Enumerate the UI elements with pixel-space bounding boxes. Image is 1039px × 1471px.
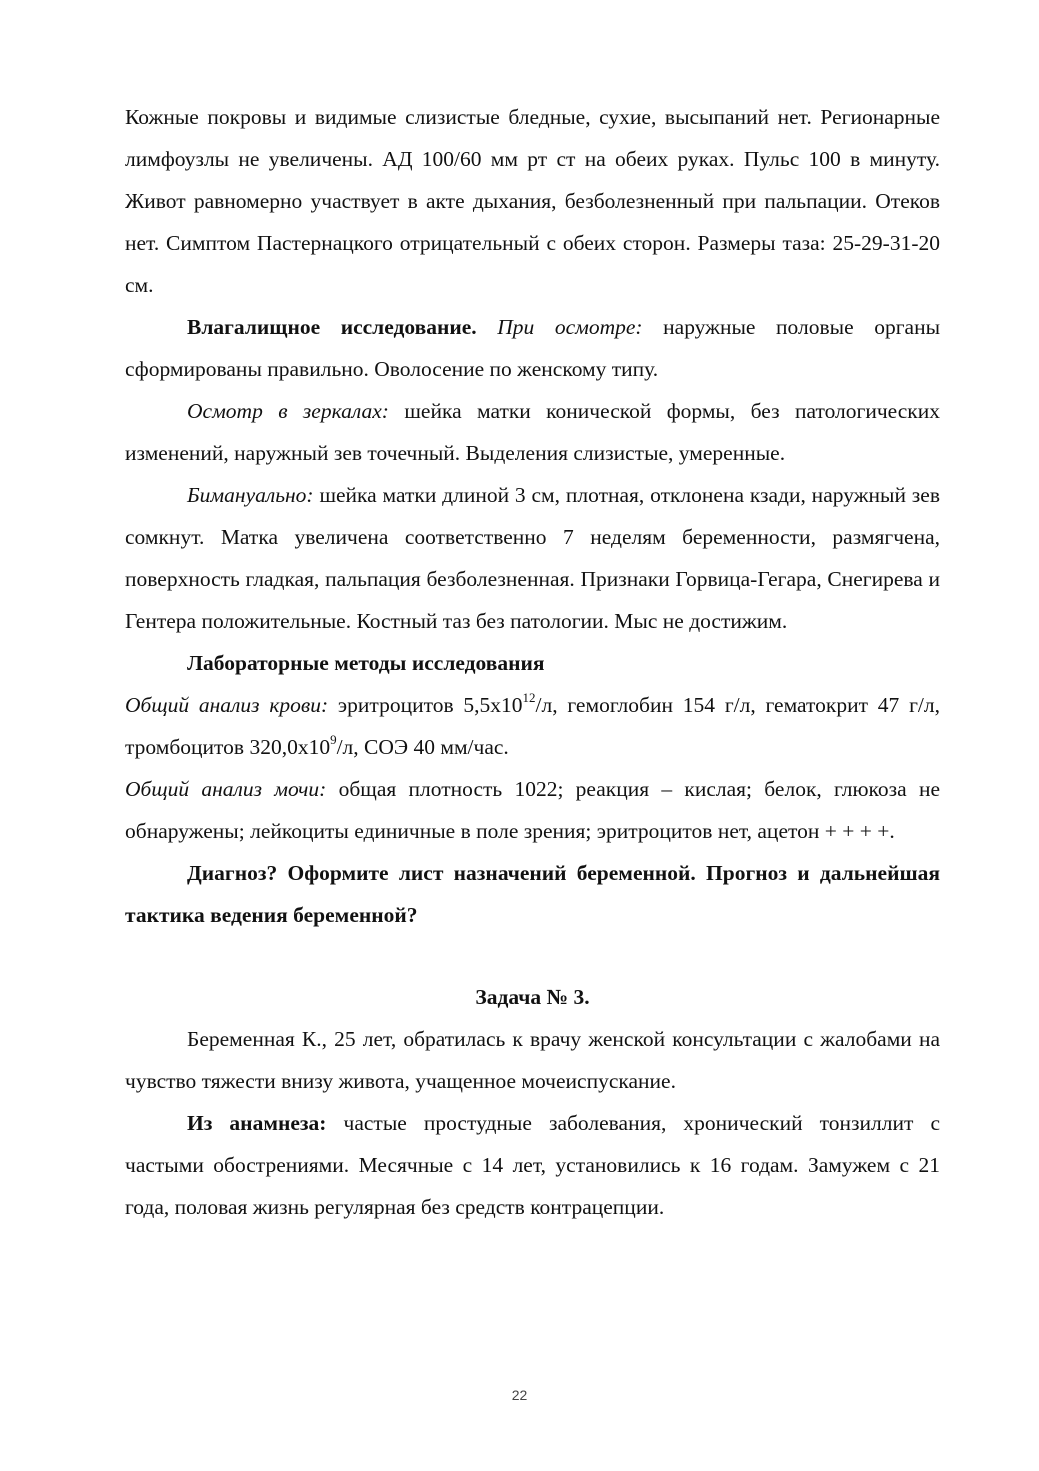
vaginal-exam-text: наружные половые органы сформированы правильно. Оволосение по женскому типу. [125, 315, 941, 381]
lab-methods-heading-text: Лабораторные методы исследования [187, 651, 545, 675]
urine-test-text: общая плотность 1022; реакция – кислая; белок, глюкоза не обнаружены; лейкоциты единичные в поле зрения; эритроцитов нет, ацетон + + + +. [125, 777, 940, 843]
question-text: Диагноз? Оформите лист назначений беременной. Прогноз и дальнейшая тактика ведения беременной? [125, 861, 940, 927]
task-intro-paragraph: Беременная К., 25 лет, обратилась к врачу женской консультации с жалобами на чувство тяжести внизу живота, учащенное мочеиспускание. [125, 1027, 940, 1093]
blood-test-paragraph [125, 684, 940, 768]
vaginal-exam-paragraph [125, 306, 940, 390]
urine-test-paragraph [125, 768, 940, 852]
lab-methods-heading [125, 642, 940, 684]
urine-test-subheading: Общий анализ мочи: [125, 777, 327, 801]
page-number: 22 [511, 1387, 528, 1403]
body-text [125, 96, 940, 1228]
bimanual-subheading: Бимануально: [187, 483, 314, 507]
section-spacer [125, 936, 940, 976]
blood-test-text-3: /л, СОЭ 40 мм/час. [336, 735, 509, 759]
blood-test-text-2: /л, гемоглобин 154 г/л, гематокрит 47 г/л, тромбоцитов 320,0х10 [125, 693, 940, 759]
vaginal-exam-heading: Влагалищное исследование. [187, 315, 477, 339]
exam-paragraph: Кожные покровы и видимые слизистые бледные, сухие, высыпаний нет. Регионарные лимфоузлы не увеличены. АД 100/60 мм рт ст на обеих руках. Пульс 100 в минуту. Живот равномерно участвует в акте дыхания, безболезненный при пальпации. Отеков нет. Симптом Пастернацкого отрицательный с обеих сторон. Размеры таза: 25-29-31-20 см. [125, 105, 940, 297]
mirror-exam-subheading: Осмотр в зеркалах: [187, 399, 389, 423]
blood-test-exponent-2: 9 [330, 731, 337, 747]
mirror-exam-paragraph [125, 390, 940, 474]
bimanual-text: шейка матки длиной 3 см, плотная, отклонена кзади, наружный зев сомкнут. Матка увеличена соответственно 7 неделям беременности, размягчена, поверхность гладкая, пальпация безболезненная. Признаки Горвица-Гегара, Снегирева и Гентера положительные. Костный таз без патологии. Мыс не достижим. [125, 483, 940, 633]
blood-test-text-1: эритроцитов 5,5х10 [328, 693, 523, 717]
bimanual-paragraph [125, 474, 940, 642]
task-title-text: Задача № 3. [475, 985, 590, 1009]
blood-test-subheading: Общий анализ крови: [125, 693, 329, 717]
blood-test-exponent-1: 12 [522, 689, 536, 705]
anamnesis-heading: Из анамнеза: [187, 1111, 327, 1135]
anamnesis-paragraph [125, 1102, 940, 1228]
question-paragraph [125, 852, 940, 936]
anamnesis-text: частые простудные заболевания, хронический тонзиллит с частыми обострениями. Месячные с 14 лет, установились к 16 годам. Замужем с 21 года, половая жизнь регулярная без средств контрацепции. [125, 1111, 940, 1219]
task-title [125, 976, 940, 1018]
mirror-exam-text: шейка матки конической формы, без патологических изменений, наружный зев точечный. Выделения слизистые, умеренные. [125, 399, 940, 465]
vaginal-exam-subheading: При осмотре: [497, 315, 643, 339]
